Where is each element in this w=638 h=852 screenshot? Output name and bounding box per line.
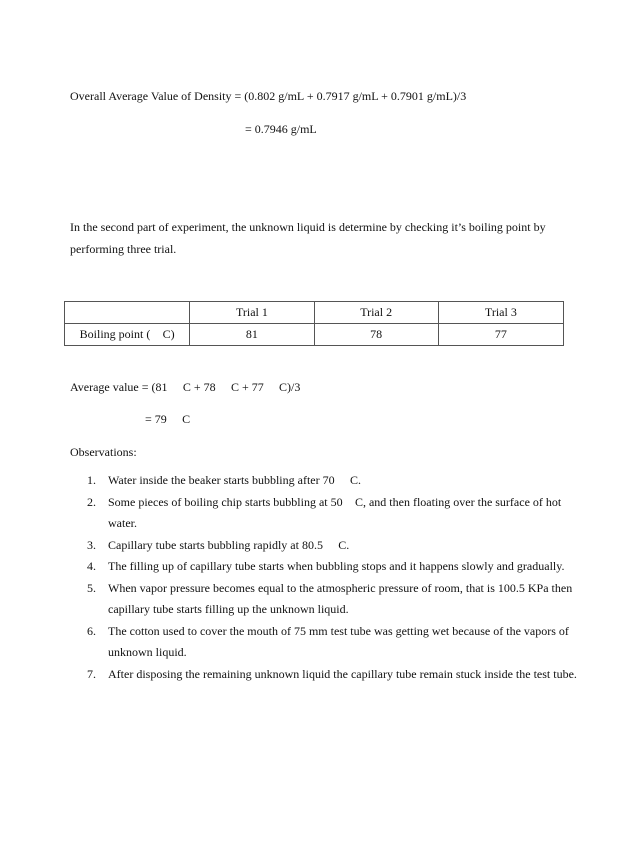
density-average-formula: Overall Average Value of Density = (0.802 g/mL + 0.7917 g/mL + 0.7901 g/mL)/3 <box>70 89 467 103</box>
list-item-number: 6. <box>87 602 96 616</box>
boiling-point-table <box>64 301 564 346</box>
boiling-point-intro-paragraph: In the second part of experiment, the unknown liquid is determine by checking it’s boiling point by performing three trial. <box>70 220 546 256</box>
list-item-text: Some pieces of boiling chip starts bubbling at 50 C, and then floating over the surface of hot water. <box>108 494 584 509</box>
list-item-text: After disposing the remaining unknown liquid the capillary tube remain stuck inside the test tube. <box>108 645 577 659</box>
list-item <box>70 559 590 621</box>
observations-list <box>70 465 590 685</box>
table-header-trial-2: Trial 2 <box>314 302 438 324</box>
list-item <box>70 537 590 578</box>
list-item-number: 2. <box>87 494 96 509</box>
list-item-number: 3. <box>87 516 96 530</box>
list-item <box>70 470 590 492</box>
table-cell-trial-3: 77 <box>438 324 563 346</box>
list-item-text: Water inside the beaker starts bubbling after 70 C. <box>108 473 349 487</box>
table-cell-trial-1: 81 <box>190 324 314 346</box>
list-item-text: The filling up of capillary tube starts when bubbling stops and it happens slowly and gradually. <box>108 537 565 552</box>
table-header-empty <box>65 302 190 324</box>
table-header-trial-3: Trial 3 <box>438 302 563 324</box>
table-header-trial-1: Trial 1 <box>190 302 314 324</box>
table-cell-trial-2: 78 <box>314 324 438 346</box>
list-item-text: The cotton used to cover the mouth of 75 mm test tube was getting wet because of the vapors of unknown liquid. <box>108 602 569 638</box>
list-item <box>70 492 590 535</box>
list-item-number: 7. <box>87 645 96 659</box>
list-item-number: 4. <box>87 537 96 552</box>
table-row <box>65 324 564 346</box>
list-item-number: 1. <box>87 473 96 487</box>
table-row-label: Boiling point ( C) <box>65 324 190 346</box>
list-item-text: When vapor pressure becomes equal to the atmospheric pressure of room, that is 100.5 KPa then capillary tube starts filling up the unknown liquid. <box>108 559 573 595</box>
list-item <box>70 602 590 664</box>
list-item <box>70 516 590 557</box>
list-item-number: 5. <box>87 559 96 573</box>
boiling-average-result: = 79 C <box>145 412 178 426</box>
observations-heading: Observations: <box>70 445 137 459</box>
table-header-row <box>65 302 564 324</box>
boiling-average-formula: Average value = (81 C + 78 C + 77 C)/3 <box>70 380 264 394</box>
density-average-result: = 0.7946 g/mL <box>245 122 317 136</box>
list-item-text: Capillary tube starts bubbling rapidly at 80.5 C. <box>108 516 337 530</box>
list-item <box>70 645 590 686</box>
